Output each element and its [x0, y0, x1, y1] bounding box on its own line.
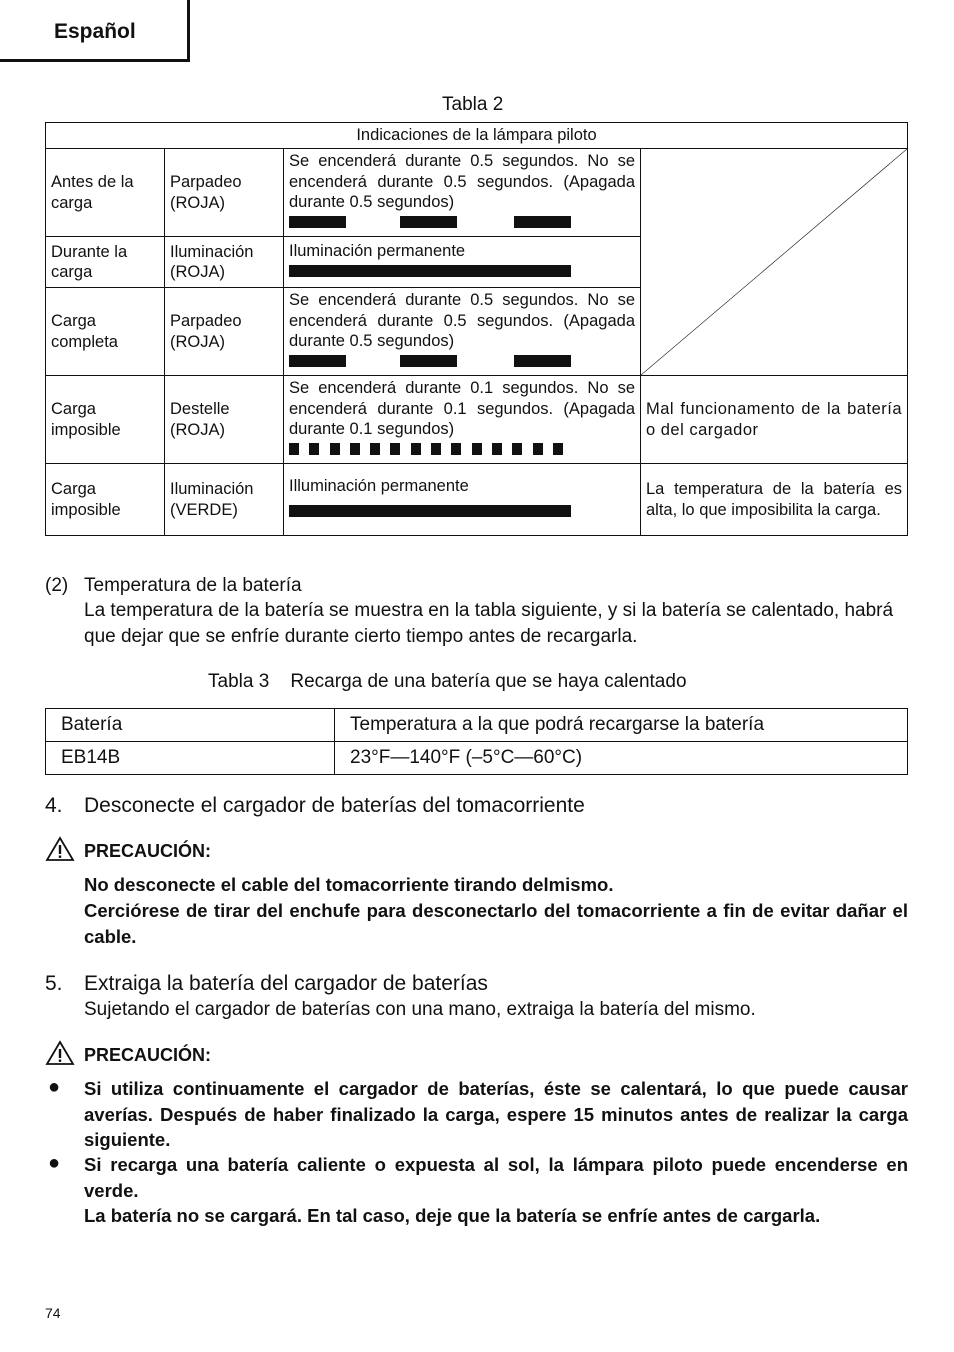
section2-body: La temperatura de la batería se muestra en la tabla siguiente, y si la batería se calentado, habrá que dejar que se enfríe durante cierto tiempo antes de recargarla. — [84, 600, 894, 647]
caution-text: No desconecte el cable del tomacorriente tirando delmismo. — [84, 874, 614, 895]
column-header: Batería — [46, 709, 335, 742]
row-indicator: Iluminación (ROJA) — [165, 237, 284, 288]
battery-model: EB14B — [46, 742, 335, 775]
table2-caption: Tabla 2 — [442, 94, 504, 115]
table2-header: Indicaciones de la lámpara piloto — [46, 123, 908, 149]
temperature-range: 23°F—140°F (–5°C—60°C) — [335, 742, 908, 775]
row-indicator: Parpadeo (ROJA) — [165, 288, 284, 376]
solid-pattern — [289, 265, 571, 277]
step5-number: 5. — [45, 972, 63, 995]
language-tab — [0, 0, 190, 62]
caution-label: PRECAUCIÓN: — [84, 1045, 212, 1065]
row-indicator: Destelle (ROJA) — [165, 376, 284, 464]
flash-pattern — [289, 443, 571, 455]
row-note: Mal funcionamento de la batería o del cargador — [641, 376, 908, 464]
blink-pattern — [289, 355, 571, 367]
caution-text: Cerciórese de tirar del enchufe para desconectarlo del tomacorriente a fin de evitar dañar el cable. — [84, 900, 908, 947]
step5-title: Extraiga la batería del cargador de baterías — [84, 972, 488, 995]
table-row — [46, 742, 908, 775]
caution-bullet: Si utiliza continuamente el cargador de baterías, éste se calentará, lo que puede causar averías. Después de haber finalizado la carga, espere 15 minutos antes de realizar la carga siguiente. — [84, 1078, 908, 1150]
row-state: Antes de la carga — [46, 149, 165, 237]
table-row — [46, 464, 908, 536]
battery-temperature-table — [45, 708, 908, 775]
bullet-icon: ● — [48, 1076, 61, 1098]
table-header-row — [46, 709, 908, 742]
row-state: Carga completa — [46, 288, 165, 376]
language-tab-label: Español — [54, 20, 136, 43]
row-description-cell — [284, 149, 641, 237]
not-applicable-cell — [641, 149, 908, 376]
caution-bullet-continuation: La batería no se cargará. En tal caso, deje que la batería se enfríe antes de cargarla. — [84, 1205, 821, 1226]
caution-label: PRECAUCIÓN: — [84, 841, 212, 861]
bullet-icon: ● — [48, 1152, 61, 1174]
row-note: La temperatura de la batería es alta, lo que imposibilita la carga. — [641, 464, 908, 536]
step4-title: Desconecte el cargador de baterías del tomacorriente — [84, 794, 585, 817]
step4-number: 4. — [45, 794, 63, 817]
table-row — [46, 149, 908, 237]
row-description: Se encenderá durante 0.1 segundos. No se encenderá durante 0.1 segundos. (Apagada durante 0.1 segundos) — [289, 379, 635, 439]
warning-icon — [45, 836, 75, 862]
blink-pattern — [289, 216, 571, 228]
table3-caption: Tabla 3 Recarga de una batería que se haya calentado — [208, 671, 687, 692]
section2-title: Temperatura de la batería — [84, 575, 302, 596]
row-description: Iluminación permanente — [289, 241, 466, 260]
row-description-cell — [284, 376, 641, 464]
warning-icon — [45, 1040, 75, 1066]
column-header: Temperatura a la que podrá recargarse la batería — [335, 709, 908, 742]
pilot-lamp-table — [45, 122, 908, 536]
section2-number: (2) — [45, 575, 69, 596]
row-state: Durante la carga — [46, 237, 165, 288]
table-row — [46, 376, 908, 464]
step5-body: Sujetando el cargador de baterías con una mano, extraiga la batería del mismo. — [84, 999, 756, 1020]
row-description: Illuminación permanente — [289, 477, 469, 496]
row-state: Carga imposible — [46, 376, 165, 464]
row-indicator: Parpadeo (ROJA) — [165, 149, 284, 237]
caution-bullet: Si recarga una batería caliente o expuesta al sol, la lámpara piloto puede encenderse en verde. — [84, 1154, 908, 1201]
row-description-cell — [284, 288, 641, 376]
row-description: Se encenderá durante 0.5 segundos. No se encenderá durante 0.5 segundos. (Apagada durante 0.5 segundos) — [289, 291, 635, 351]
row-state: Carga imposible — [46, 464, 165, 536]
row-indicator: Iluminación (VERDE) — [165, 464, 284, 536]
row-description-cell — [284, 464, 641, 536]
diagonal-slash — [641, 149, 907, 375]
solid-pattern — [289, 505, 571, 517]
row-description: Se encenderá durante 0.5 segundos. No se encenderá durante 0.5 segundos. (Apagada durante 0.5 segundos) — [289, 152, 635, 212]
row-description-cell — [284, 237, 641, 288]
page-number: 74 — [45, 1305, 61, 1321]
